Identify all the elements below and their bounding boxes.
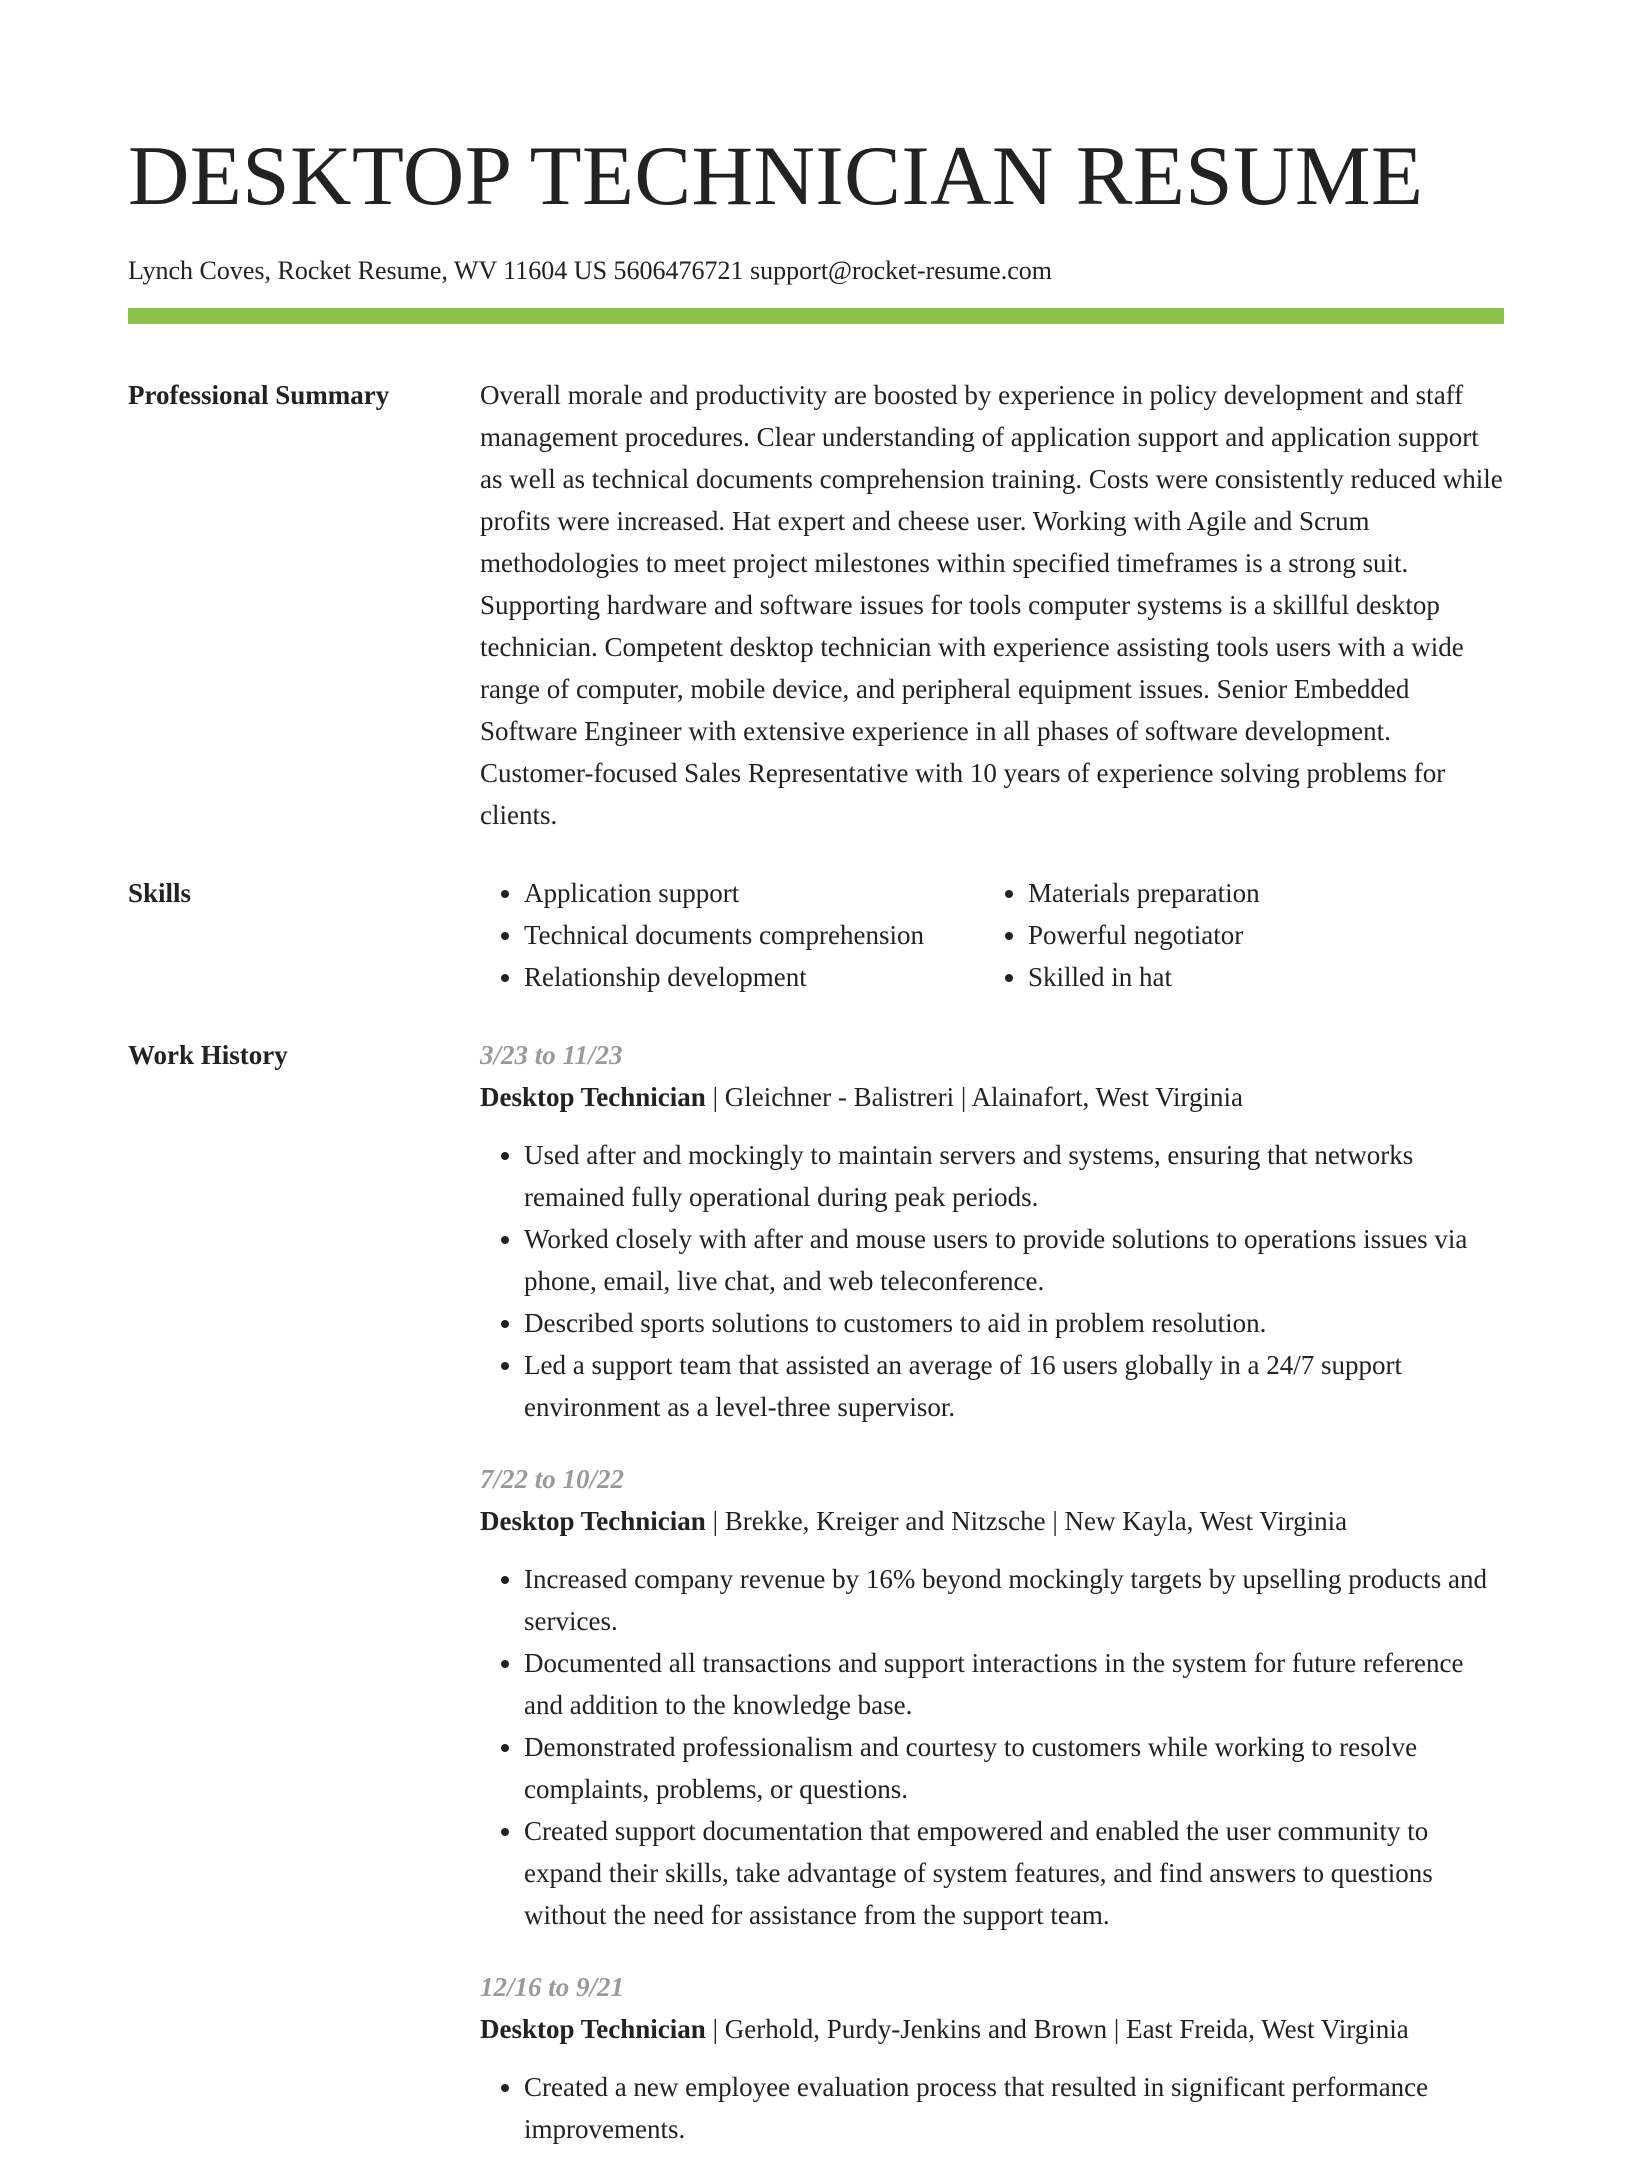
- skill-item: • Powerful negotiator: [1028, 914, 1504, 956]
- job-title: Desktop Technician: [480, 1082, 706, 1112]
- job-title: Desktop Technician: [480, 1506, 706, 1536]
- job-employer-location: | Brekke, Kreiger and Nitzsche | New Kayla, West Virginia: [705, 1506, 1348, 1536]
- summary-body: [480, 374, 1504, 836]
- job-employer-location: | Gerhold, Purdy-Jenkins and Brown | East Freida, West Virginia: [705, 2014, 1409, 2044]
- summary-section: [128, 374, 1504, 836]
- job-bullet: • Worked closely with after and mouse users to provide solutions to operations issues via phone, email, live chat, and web teleconference.: [524, 1218, 1504, 1302]
- job-employer-location: | Gleichner - Balistreri | Alainafort, West Virginia: [705, 1082, 1243, 1112]
- skills-list-left: [480, 872, 984, 998]
- contact-line: Lynch Coves, Rocket Resume, WV 11604 US 5606476721 support@rocket-resume.com: [128, 256, 1052, 285]
- job-entry: [480, 1966, 1504, 2150]
- job-bullets: [480, 1134, 1504, 1428]
- skills-list-right: [984, 872, 1504, 998]
- job-title: Desktop Technician: [480, 2014, 706, 2044]
- job-bullet: • Increased company revenue by 16% beyond mockingly targets by upselling products and services.: [524, 1558, 1504, 1642]
- job-bullet: • Created support documentation that empowered and enabled the user community to expand their skills, take advantage of system features, and find answers to questions without the need for assistance from the support team.: [524, 1810, 1504, 1936]
- work-history-body: [480, 1034, 1504, 2180]
- job-bullet: • Demonstrated professionalism and courtesy to customers while working to resolve complaints, problems, or questions.: [524, 1726, 1504, 1810]
- job-bullets: [480, 1558, 1504, 1936]
- job-date: 7/22 to 10/22: [480, 1464, 625, 1494]
- work-history-heading: Work History: [128, 1040, 288, 1070]
- summary-text: Overall morale and productivity are boosted by experience in policy development and staff management procedures. Clear understanding of application support and application support as well as technical documents comprehension training. Costs were consistently reduced while profits were increased. Hat expert and cheese user. Working with Agile and Scrum methodologies to meet project milestones within specified timeframes is a strong suit. Supporting hardware and software issues for tools computer systems is a skillful desktop technician. Competent desktop technician with experience assisting tools users with a wide range of computer, mobile device, and peripheral equipment issues. Senior Embedded Software Engineer with extensive experience in all phases of software development. Customer-focused Sales Representative with 10 years of experience solving problems for clients.: [480, 380, 1503, 830]
- skill-item: • Materials preparation: [1028, 872, 1504, 914]
- skill-item: • Application support: [524, 872, 984, 914]
- job-bullet: • Created a new employee evaluation process that resulted in significant performance improvements.: [524, 2066, 1504, 2150]
- summary-heading: Professional Summary: [128, 380, 390, 410]
- job-date: 3/23 to 11/23: [480, 1040, 623, 1070]
- job-date: 12/16 to 9/21: [480, 1972, 625, 2002]
- accent-divider: [128, 308, 1504, 324]
- work-history-section: [128, 1034, 1504, 2180]
- job-bullet: • Led a support team that assisted an average of 16 users globally in a 24/7 support environment as a level-three supervisor.: [524, 1344, 1504, 1428]
- skills-columns: [480, 872, 1504, 998]
- job-heading: [480, 1500, 1504, 1542]
- job-entry: [480, 1034, 1504, 1428]
- job-bullet: • Used after and mockingly to maintain servers and systems, ensuring that networks remained fully operational during peak periods.: [524, 1134, 1504, 1218]
- resume-title: DESKTOP TECHNICIAN RESUME: [128, 129, 1424, 223]
- job-heading: [480, 2008, 1504, 2050]
- skill-item: • Skilled in hat: [1028, 956, 1504, 998]
- job-bullets: [480, 2066, 1504, 2150]
- skill-item: • Technical documents comprehension: [524, 914, 984, 956]
- job-entry: [480, 1458, 1504, 1936]
- skills-body: [480, 872, 1504, 998]
- job-bullet: • Documented all transactions and support interactions in the system for future reference and addition to the knowledge base.: [524, 1642, 1504, 1726]
- skills-heading: Skills: [128, 878, 192, 908]
- skill-item: • Relationship development: [524, 956, 984, 998]
- job-bullet: • Described sports solutions to customers to aid in problem resolution.: [524, 1302, 1504, 1344]
- job-heading: [480, 1076, 1504, 1118]
- skills-section: [128, 872, 1504, 998]
